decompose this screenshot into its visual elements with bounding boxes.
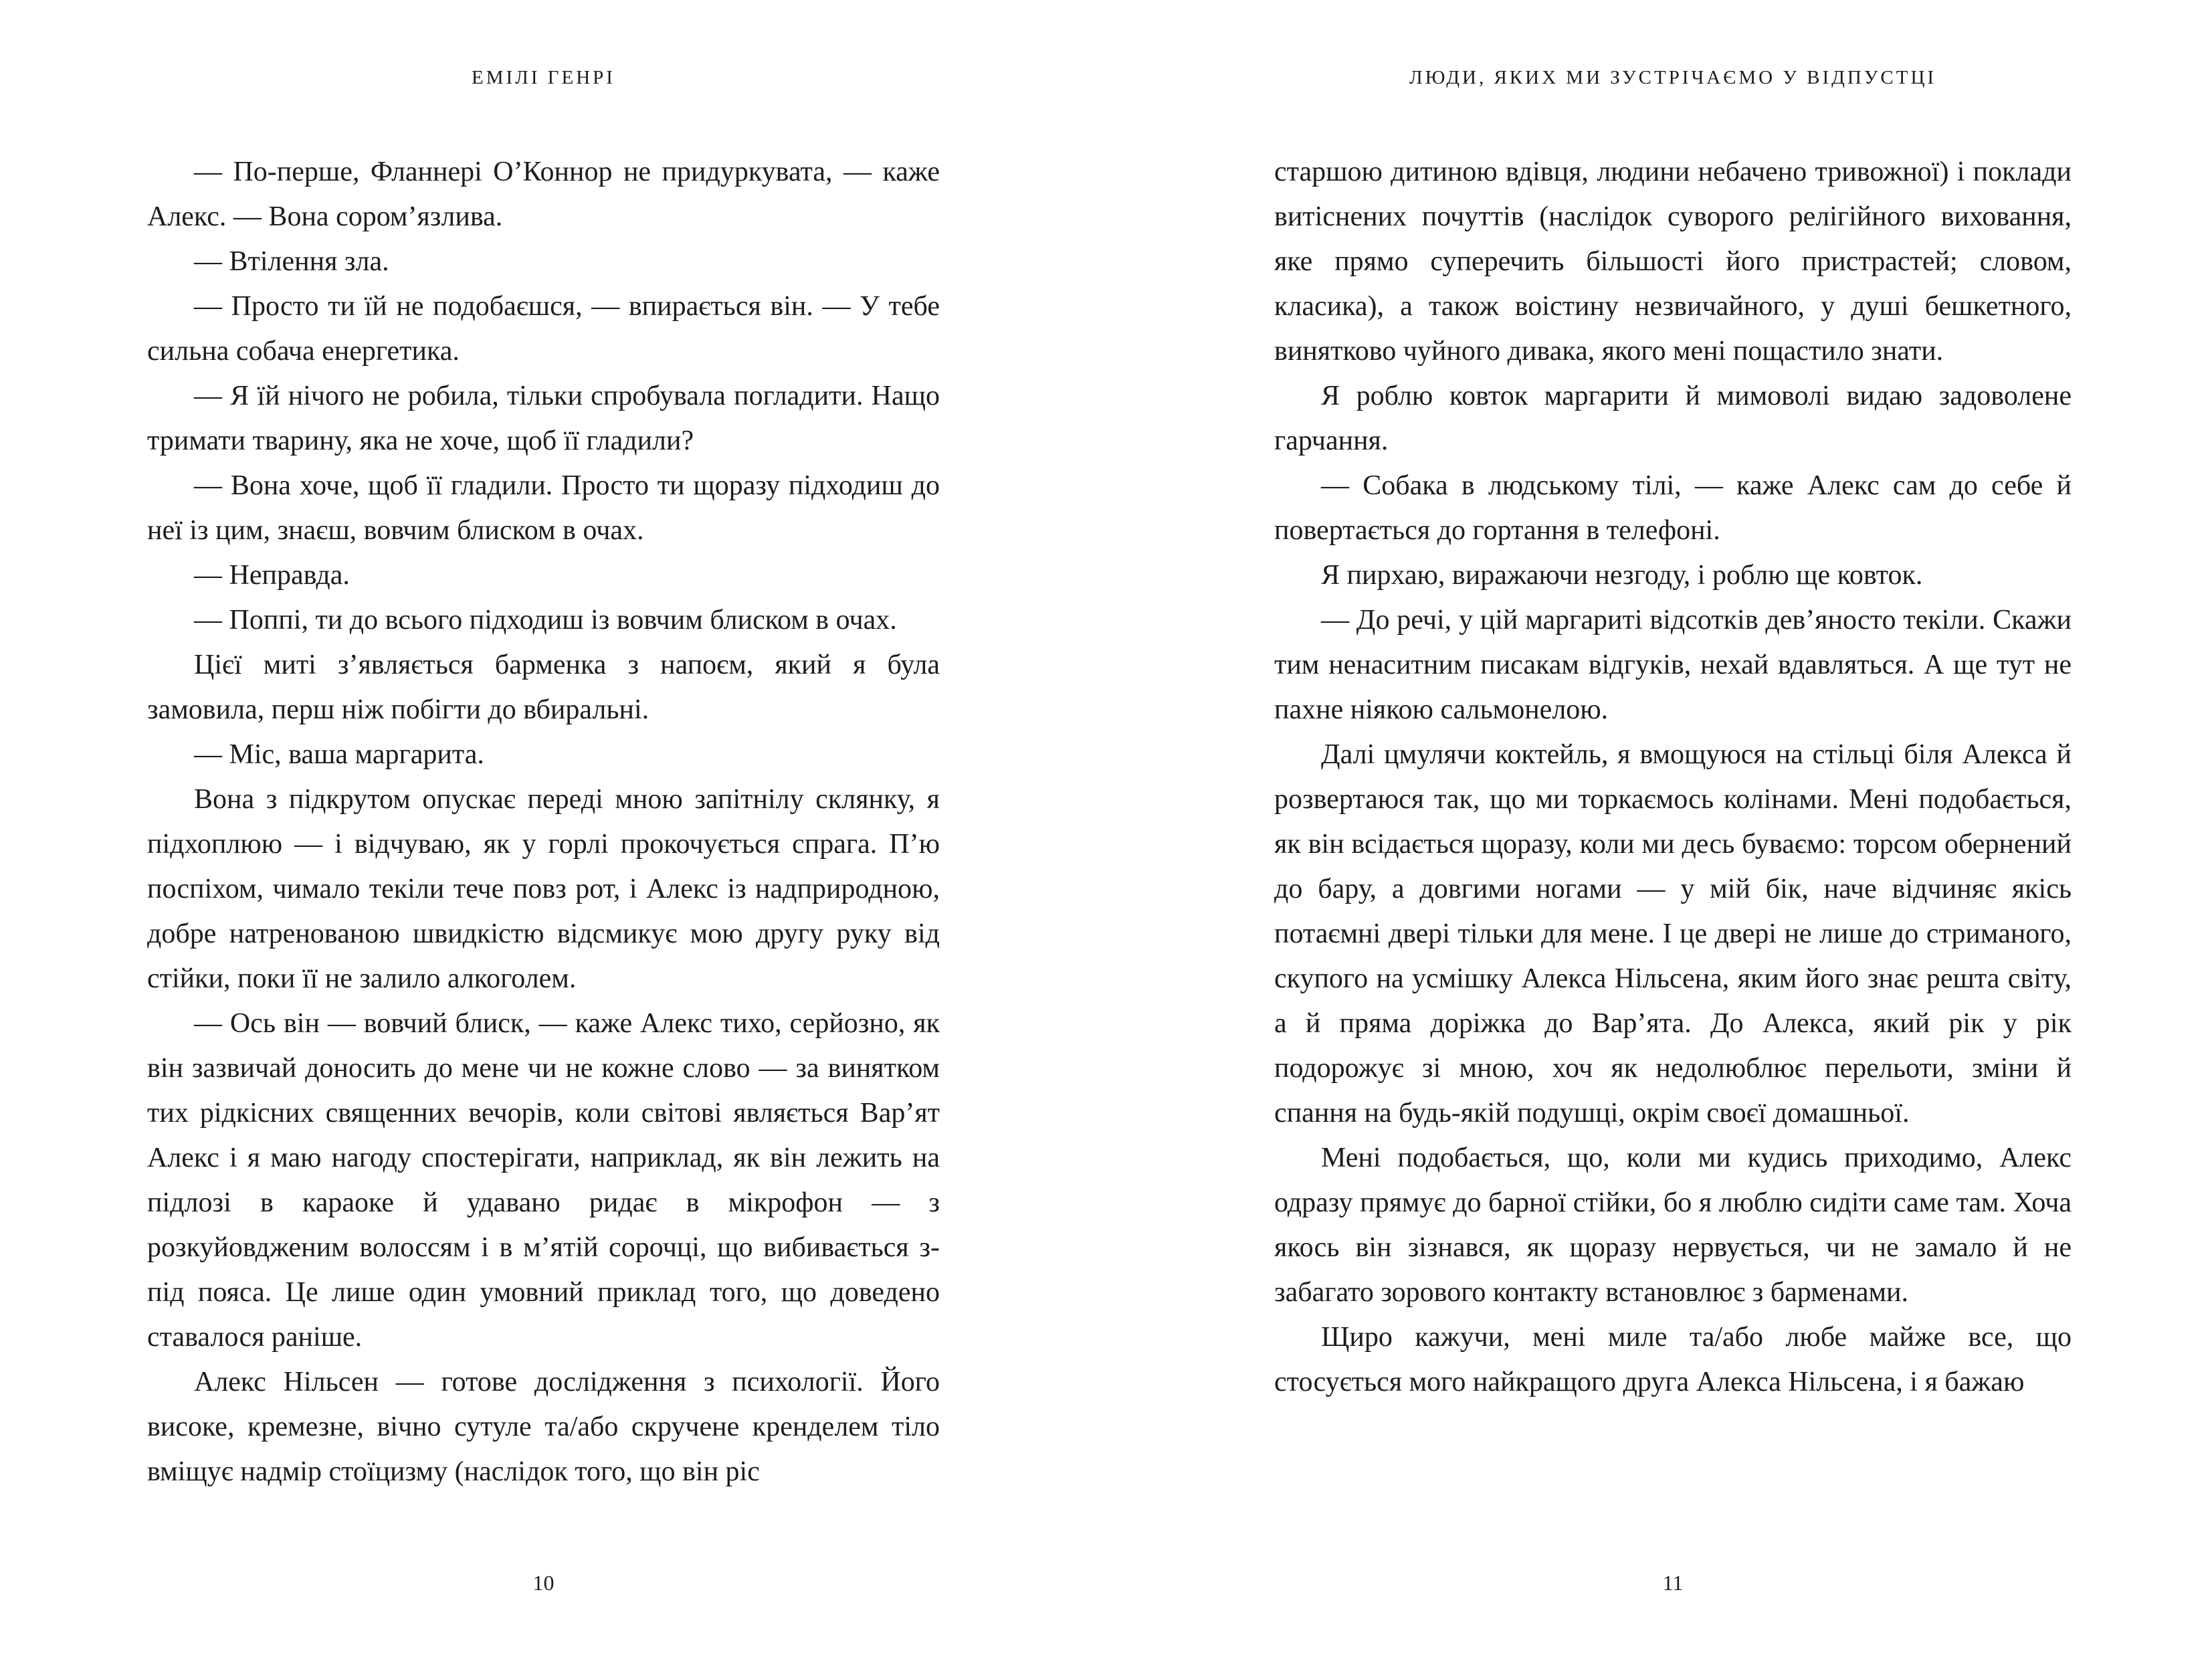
paragraph: Алекс Нільсен — готове дослідження з психології. Його високе, кремезне, вічно сутуле та/або скручене кренделем тіло вміщує надмір стоїцизму (наслідок того, що він ріс [147,1367,940,1487]
page-number-right: 11 [1662,1571,1684,1595]
paragraph: — Ось він — вовчий блиск, — каже Алекс тихо, серйозно, як він зазвичай доносить до мене чи не кожне слово — за винятком тих рідкісних священних вечорів, коли світові являється Вар’ят Алекс і я маю нагоду спостерігати, наприклад, як він лежить на підлозі в караоке й удавано ридає в мікрофон — з розкуйовдженим волоссям і в м’ятій сорочці, що вибивається з-під пояса. Це лише один умовний приклад того, що доведено ставалося раніше. [147,1008,940,1353]
paragraph: — Неправда. [194,560,350,591]
paragraph: Мені подобається, що, коли ми кудись приходимо, Алекс одразу прямує до барної стійки, бо я люблю сидіти саме там. Хоча якось він зізнався, як щоразу нервується, чи не замало й не забагато зорового контакту встановлює з барменами. [1274,1143,2072,1308]
paragraph: Цієї миті з’являється барменка з напоєм, який я була замовила, перш ніж побігти до вбиральні. [147,650,940,725]
paragraph: — До речі, у цій маргариті відсотків дев’яносто текіли. Скажи тим ненаситним писакам відгуків, нехай вдавляться. А ще тут не пахне ніякою сальмонелою. [1274,605,2072,725]
paragraph: Вона з підкрутом опускає переді мною запітнілу склянку, я підхоплюю — і відчуваю, як у горлі прокочується спрага. П’ю поспіхом, чимало текіли тече повз рот, і Алекс із надприродною, добре натренованою швидкістю відсмикує мою другу руку від стійки, поки її не залило алкоголем. [147,784,940,994]
running-head-title: ЛЮДИ, ЯКИХ МИ ЗУСТРІЧАЄМО У ВІДПУСТЦІ [1409,67,1937,88]
paragraph: — По-перше, Фланнері О’Коннор не придуркувата, — каже Алекс. — Вона сором’язлива. [147,157,940,232]
paragraph: Я роблю ковток маргарити й мимоволі видаю задоволене гарчання. [1274,381,2072,456]
paragraph: старшою дитиною вдівця, людини небачено тривожної) і поклади витіснених почуттів (наслідок суворого релігійного виховання, яке прямо суперечить більшості його пристрастей; словом, класика), а також воістину незвичайного, у душі бешкетного, винятково чуйного дивака, якого мені пощастило знати. [1274,157,2072,367]
page-number-left: 10 [532,1571,555,1595]
running-head-author: ЕМІЛІ ГЕНРІ [472,67,615,88]
page-left [147,67,940,1612]
paragraph: — Міс, ваша маргарита. [194,739,484,770]
page-right-body [1274,150,2072,1405]
paragraph: — Вона хоче, щоб її гладили. Просто ти щоразу підходиш до неї із цим, знаєш, вовчим блиском в очах. [147,470,940,546]
paragraph: Щиро кажучи, мені миле та/або любе майже все, що стосується мого найкращого друга Алекса Нільсена, і я бажаю [1274,1322,2072,1397]
paragraph: — Собака в людському тілі, — каже Алекс сам до себе й повертається до гортання в телефоні. [1274,470,2072,546]
page-left-body [147,150,940,1494]
paragraph: — Втілення зла. [194,246,389,277]
paragraph: — Просто ти їй не подобаєшся, — впирається він. — У тебе сильна собача енергетика. [147,291,940,367]
paragraph: — Поппі, ти до всього підходиш із вовчим блиском в очах. [194,605,897,636]
paragraph: Далі цмулячи коктейль, я вмощуюся на стільці біля Алекса й розвертаюся так, що ми торкаємось колінами. Мені подобається, як він всідається щоразу, коли ми десь буваємо: торсом обернений до бару, а довгими ногами — у мій бік, наче відчиняє якісь потаємні двері тільки для мене. І це двері не лише до стриманого, скупого на усмішку Алекса Нільсена, яким його знає решта світу, а й пряма доріжка до Вар’ята. До Алекса, який рік у рік подорожує зі мною, хоч як недолюблює перельоти, зміни й спання на будь-якій подушці, окрім своєї домашньої. [1274,739,2072,1129]
page-right [1274,67,2072,1612]
paragraph: — Я їй нічого не робила, тільки спробувала погладити. Нащо тримати тварину, яка не хоче, щоб її гладили? [147,381,940,456]
paragraph: Я пирхаю, виражаючи незгоду, і роблю ще ковток. [1321,560,1923,591]
